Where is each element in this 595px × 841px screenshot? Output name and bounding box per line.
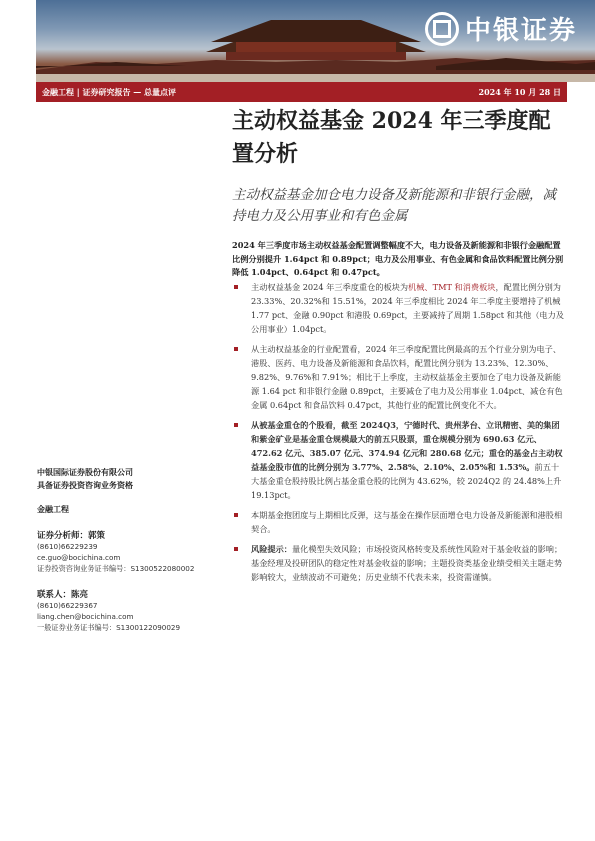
analyst-email[interactable]: ce.guo@bocichina.com [37,553,121,562]
report-subtitle: 主动权益基金加仓电力设备及新能源和非银行金融，减持电力及公用事业和有色金属 [232,187,556,224]
header-banner [36,0,595,82]
bullet-square-icon [234,513,238,517]
bullet-item: 从主动权益基金的行业配置看，2024 年三季度配置比例最高的五个行业分别为电子、港股、医药、电力设备及新能源和食品饮料，配置比例分别为 13.23%、12.30%、9.82%、9.76%和 7.91%；相比于上季度，主动权益基金主要加仓了电力设备及新能源 1.64 pct 和非银行金融 0.89pct，主要减仓了电力及公用事业 1.04pct、减仓有色金属 0.64pct 和食品饮料 0.47pct，其他行业的配置比例变化不大。 [232,342,567,412]
boc-emblem-icon [425,12,459,46]
analyst-name: 证券分析师：郭策 [37,531,106,541]
logo-text: 中银证券 [464,16,577,46]
analyst-phone: (8610)66229239 [37,542,98,551]
bullet-square-icon [234,547,238,551]
firm-qualification: 具备证券投资咨询业务资格 [37,481,133,490]
report-category: 金融工程 | 证券研究报告 — 总量点评 [42,86,177,97]
report-date: 2024 年 10 月 28 日 [478,86,561,97]
contact-license: 一般证券业务证书编号：S1300122090029 [37,623,181,632]
report-title: 主动权益基金 2024 年三季度配置分析 [232,108,551,167]
category-bar [36,82,567,102]
bullet-list [232,280,567,590]
boc-securities-logo [425,10,577,47]
contact-email[interactable]: liang.chen@bocichina.com [37,612,134,621]
bullet-item: 本期基金抱团度与上期相比反弹，这与基金在操作层面增仓电力设备及新能源和港股相契合。 [232,508,567,536]
bullet-square-icon [234,285,238,289]
report-lead: 2024 年三季度市场主动权益基金配置调整幅度不大，电力设备及新能源和非银行金融配置比例分别提升 1.64pct 和 0.89pct；电力及公用事业、有色金属和食品饮料配置比例分别降低 1.04pct、0.64pct 和 0.47pct。 [232,240,564,277]
contact-phone: (8610)66229367 [37,601,98,610]
firm-name: 中银国际证券股份有限公司 [37,468,133,477]
bullet-square-icon [234,347,238,351]
sidebar [37,466,212,633]
analyst-license: 证券投资咨询业务证书编号：S1300522080002 [37,564,195,573]
sector-label: 金融工程 [37,505,69,514]
highlighted-sectors: 机械、TMT 和消费板块 [408,282,496,292]
contact-name: 联系人：陈亮 [37,590,89,600]
bullet-item: 主动权益基金 2024 年三季度重仓的板块为机械、TMT 和消费板块，配置比例分别为 23.33%、20.32%和 15.51%，2024 年三季度相比 2024 年二季度主要增持了机械 1.77 pct、金融 0.90pct 和港股 0.69pct，主要减持了周期 1.58pct 和其他（电力及公用事业）1.04pct。 [232,280,567,336]
bullet-item: 从被基金重仓的个股看，截至 2024Q3，宁德时代、贵州茅台、立讯精密、美的集团和紫金矿业是基金重仓规模最大的前五只股票，重仓规模分别为 690.63 亿元、472.62 亿元、385.07 亿元、374.94 亿元和 280.68 亿元；重仓的基金占主动权益基金股市值的比例分别为 3.77%、2.58%、2.10%、2.05%和 1.53%。前五十大基金重仓股持股比例占基金重仓股的比例为 43.62%，较 2024Q2 的 24.48%上升 19.13pct。 [232,418,567,502]
bullet-square-icon [234,423,238,427]
bullet-item-risk: 风险提示：量化模型失效风险；市场投资风格转变及系统性风险对于基金收益的影响；基金经理及投研团队的稳定性对基金收益的影响；主题投资类基金业绩受相关主题走势影响较大，业绩波动不可避免；历史业绩不代表未来，投资需谨慎。 [232,542,567,584]
